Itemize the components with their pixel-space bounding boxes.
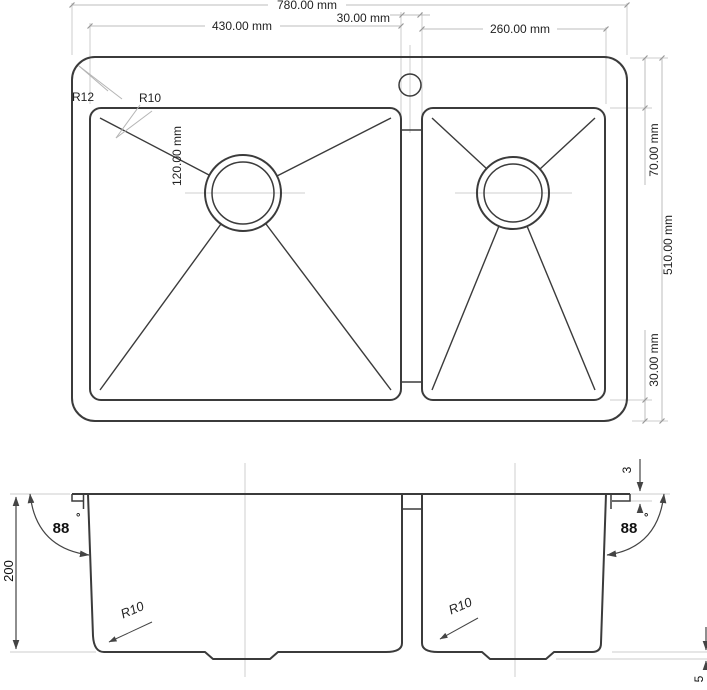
left-bowl-crease-lines xyxy=(100,118,391,390)
label-outer-corner-radius: R12 xyxy=(71,90,95,104)
right-bowl-crease-lines xyxy=(432,118,595,390)
front-view xyxy=(1,459,707,682)
depth-dimension xyxy=(1,497,16,649)
right-wall-angle-dimension xyxy=(607,494,664,555)
dim-right-wall-angle: 88 xyxy=(620,520,638,537)
dim-drain-boss-height: 5 xyxy=(692,675,706,683)
dim-divider-width: 30.00 mm xyxy=(336,11,390,25)
right-bowl xyxy=(422,108,605,400)
top-view-dimension-ticks xyxy=(70,3,665,424)
rim-left-edge xyxy=(72,494,84,501)
drain-boss-dimension xyxy=(692,627,706,682)
dim-drain-diameter: 120.00 mm xyxy=(170,125,184,187)
rim-right-edge xyxy=(612,494,630,501)
rim-thickness-dimension xyxy=(620,459,640,513)
left-bowl xyxy=(90,108,401,400)
label-left-bottom-radius: R10 xyxy=(118,598,147,622)
dim-right-bowl-width: 260.00 mm xyxy=(489,22,551,36)
dim-left-wall-angle: 88 xyxy=(52,520,70,537)
sink-outer-edge xyxy=(72,57,627,421)
label-bowl-corner-radius: R10 xyxy=(138,91,162,105)
dim-overall-width: 780.00 mm xyxy=(276,0,338,12)
left-wall-angle-dimension xyxy=(30,494,89,555)
dim-deck-top-depth: 70.00 mm xyxy=(647,123,661,177)
dim-bowl-depth: 200 xyxy=(1,560,16,582)
top-view xyxy=(70,0,676,424)
left-bottom-radius-leader xyxy=(109,598,152,642)
top-view-centerlines xyxy=(185,45,572,193)
right-degree-symbol: ° xyxy=(644,512,649,524)
label-divider-bottom-radius: R10 xyxy=(446,594,475,618)
top-view-extension-lines xyxy=(72,3,668,421)
front-view-centerlines xyxy=(245,463,515,677)
dim-deck-bottom-depth: 30.00 mm xyxy=(647,333,661,387)
dim-overall-depth: 510.00 mm xyxy=(661,214,675,276)
divider-bottom-radius-leader xyxy=(440,594,478,639)
dim-left-bowl-width: 430.00 mm xyxy=(211,19,273,33)
bowl-corner-radius-leader xyxy=(116,105,152,138)
left-degree-symbol: ° xyxy=(76,512,81,524)
dim-rim-thickness: 3 xyxy=(620,466,634,474)
